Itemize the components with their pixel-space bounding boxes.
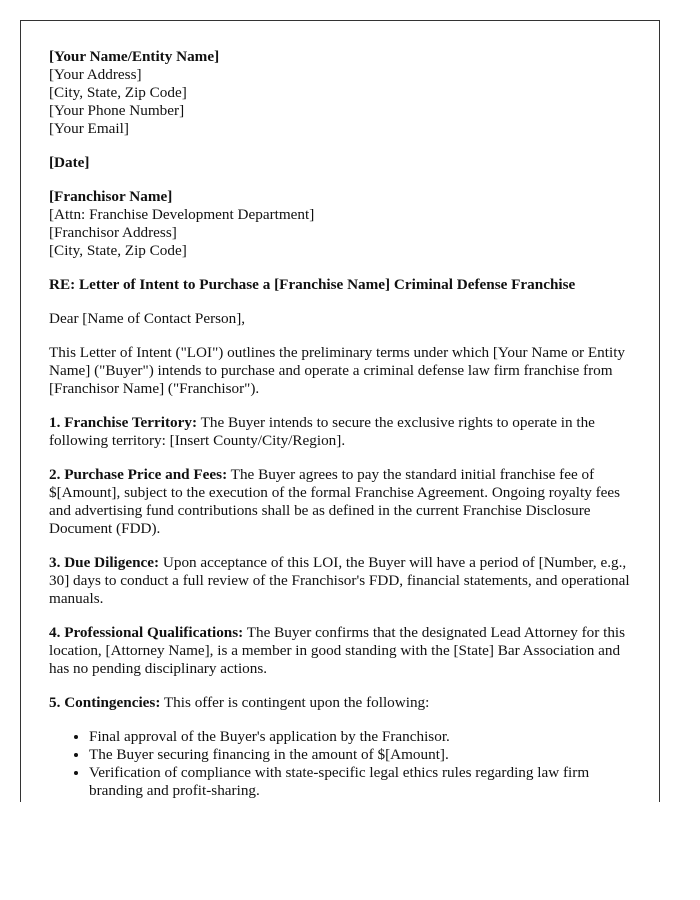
letter-page	[20, 20, 660, 802]
sender-address: [Your Address]	[49, 66, 142, 83]
section-professional-qualifications	[49, 624, 639, 678]
sender-block	[49, 48, 639, 138]
section-franchise-territory	[49, 414, 639, 450]
recipient-name: [Franchisor Name]	[49, 188, 173, 205]
section-heading: 2. Purchase Price and Fees:	[49, 466, 228, 483]
intro-paragraph: This Letter of Intent ("LOI") outlines the preliminary terms under which [Your Name or Entity Name] ("Buyer") intends to purchase and operate a criminal defense law firm franchise from [Franchisor Name] ("Franchisor").	[49, 344, 626, 397]
letter-date: [Date]	[49, 154, 90, 171]
section-body: The Buyer intends to secure the exclusive rights to operate in the following territory: [Insert County/City/Region].	[49, 414, 595, 449]
subject-line: RE: Letter of Intent to Purchase a [Franchise Name] Criminal Defense Franchise	[49, 276, 576, 293]
sender-email: [Your Email]	[49, 120, 129, 137]
letter-content	[49, 48, 639, 800]
section-contingencies	[49, 694, 639, 712]
salutation: Dear [Name of Contact Person],	[49, 310, 246, 327]
list-item: • Final approval of the Buyer's application by the Franchisor.	[89, 728, 639, 746]
section-due-diligence	[49, 554, 639, 608]
section-body: Upon acceptance of this LOI, the Buyer will have a period of [Number, e.g., 30] days to conduct a full review of the Franchisor's FDD, financial statements, and operational manuals.	[49, 554, 630, 607]
contingencies-list	[49, 728, 639, 800]
section-heading: 4. Professional Qualifications:	[49, 624, 244, 641]
recipient-attn: [Attn: Franchise Development Department]	[49, 206, 315, 223]
date-block	[49, 154, 639, 172]
sender-name: [Your Name/Entity Name]	[49, 48, 220, 65]
list-item: • The Buyer securing financing in the amount of $[Amount].	[89, 746, 639, 764]
section-heading: 3. Due Diligence:	[49, 554, 160, 571]
recipient-block	[49, 188, 639, 260]
recipient-address: [Franchisor Address]	[49, 224, 177, 241]
list-item: • Verification of compliance with state-specific legal ethics rules regarding law firm branding and profit-sharing.	[89, 764, 639, 800]
recipient-city-state-zip: [City, State, Zip Code]	[49, 242, 187, 259]
sender-city-state-zip: [City, State, Zip Code]	[49, 84, 187, 101]
section-heading: 5. Contingencies:	[49, 694, 161, 711]
section-body: This offer is contingent upon the following:	[160, 694, 430, 711]
section-purchase-price	[49, 466, 639, 538]
section-heading: 1. Franchise Territory:	[49, 414, 198, 431]
section-body: The Buyer agrees to pay the standard initial franchise fee of $[Amount], subject to the execution of the formal Franchise Agreement. Ongoing royalty fees and advertising fund contributions shall be as defined in the current Franchise Disclosure Document (FDD).	[49, 466, 621, 537]
sender-phone: [Your Phone Number]	[49, 102, 185, 119]
section-body: The Buyer confirms that the designated Lead Attorney for this location, [Attorney Name], is a member in good standing with the [State] Bar Association and has no pending disciplinary actions.	[49, 624, 626, 677]
